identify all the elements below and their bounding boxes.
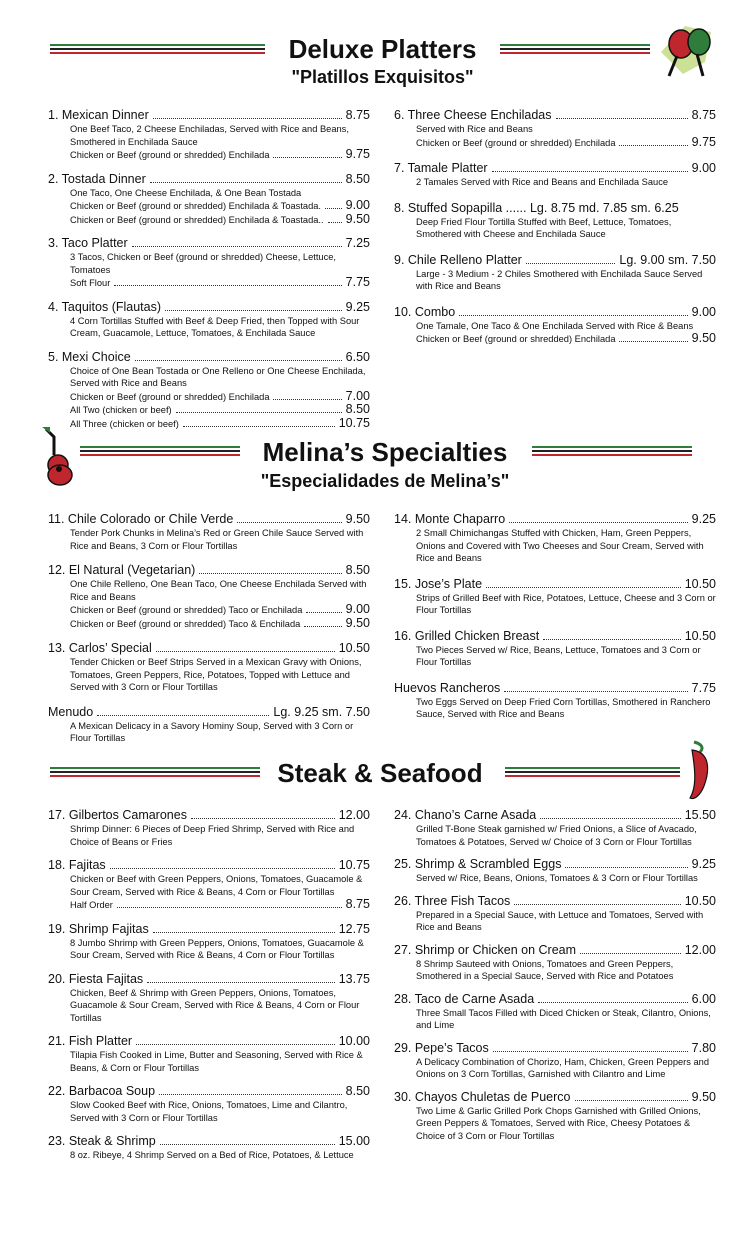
option-price: 9.50	[345, 211, 370, 226]
menu-item-price: 15.00	[338, 1134, 370, 1148]
menu-item-name: 23. Steak & Shrimp	[48, 1134, 156, 1148]
menu-item	[394, 1041, 716, 1081]
menu-item-price: 12.00	[338, 808, 370, 822]
leader-dots	[183, 426, 335, 427]
option-label: Chicken or Beef (ground or shredded) Enchilada & Toastada..	[70, 214, 324, 225]
option-label: Chicken or Beef (ground or shredded) Enchilada	[70, 150, 270, 160]
menu-item-name: 8. Stuffed Sopapilla ...... Lg. 8.75 md. 7.85 sm. 6.25	[394, 200, 679, 215]
menu-item	[48, 350, 370, 431]
menu-item-description: 8 Jumbo Shrimp with Green Peppers, Onions, Tomatoes, Guacamole & Sour Cream, Served with Rice & Beans, 4 Corn or Flour Tortillas	[70, 937, 364, 960]
option-label: Chicken or Beef (ground or shredded) Taco or Enchilada	[70, 605, 303, 615]
menu-item	[48, 236, 370, 290]
guitar-icon	[40, 425, 80, 487]
menu-item-name: 5. Mexi Choice	[48, 349, 131, 364]
leader-dots	[540, 818, 680, 819]
menu-item-price: Lg. 9.00 sm. 7.50	[619, 252, 716, 267]
stripe-left-3	[50, 767, 260, 781]
menu-item-price: 6.00	[691, 991, 716, 1006]
menu-item-description: Three Small Tacos Filled with Diced Chicken or Steak, Cilantro, Onions, and Lime	[416, 1007, 711, 1030]
menu-item	[394, 943, 716, 983]
menu-item	[394, 1090, 716, 1143]
option-price: 9.75	[345, 147, 370, 161]
menu-item-line	[394, 577, 716, 592]
option-label: Half Order	[70, 900, 113, 910]
menu-item-name: 16. Grilled Chicken Breast	[394, 628, 540, 643]
leader-dots	[176, 412, 342, 413]
leader-dots	[199, 573, 341, 574]
option-label: Chicken or Beef (ground or shredded) Enchilada	[416, 334, 616, 344]
menu-item-line	[394, 681, 716, 696]
maracas-icon	[655, 22, 721, 82]
specialties-right-column	[394, 512, 716, 733]
menu-item-description: Chicken, Beef & Shrimp with Green Peppers, Onions, Tomatoes, Guacamole & Sour Cream, Served with Rice & Beans, 4 Corn or Flour Tortillas	[70, 987, 360, 1023]
leader-dots	[543, 639, 681, 640]
menu-item-line	[394, 305, 716, 320]
leader-dots	[575, 1100, 688, 1101]
leader-dots	[160, 1144, 335, 1145]
menu-item-description: One Beef Taco, 2 Cheese Enchiladas, Served with Rice and Beans, Smothered in Enchilada Sauce	[70, 124, 349, 147]
menu-item-description: 3 Tacos, Chicken or Beef (ground or shredded) Cheese, Lettuce, Tomatoes	[70, 252, 336, 275]
option-label: All Two (chicken or beef)	[70, 405, 172, 415]
leader-dots	[114, 285, 341, 286]
menu-item-price: 8.75	[691, 108, 716, 122]
menu-item-name: 10. Combo	[394, 304, 456, 319]
menu-item-line	[48, 350, 370, 365]
menu-item-option	[48, 390, 370, 404]
menu-item-line	[48, 858, 370, 873]
menu-item-description: One Tamale, One Taco & One Enchilada Served with Rice & Beans	[416, 320, 694, 331]
menu-item-line	[48, 563, 370, 578]
leader-dots	[580, 953, 681, 954]
menu-item-description: Served w/ Rice, Beans, Onions, Tomatoes & 3 Corn or Flour Tortillas	[416, 873, 698, 883]
specialties-left-column	[48, 512, 370, 756]
section-subtitle-specialties: "Especialidades de Melina’s"	[260, 471, 510, 491]
steak-left-column	[48, 808, 370, 1172]
menu-item-option	[48, 603, 370, 617]
leader-dots	[153, 932, 335, 933]
menu-item-description: One Chile Relleno, One Bean Taco, One Cheese Enchilada Served with Rice and Beans	[70, 579, 367, 602]
menu-item-line	[394, 992, 716, 1007]
stripe-right-3	[505, 767, 680, 781]
menu-item	[48, 705, 370, 745]
leader-dots	[526, 263, 616, 264]
menu-item	[394, 253, 716, 293]
menu-item-line	[48, 705, 370, 720]
menu-item-price: 12.75	[338, 921, 370, 936]
option-price: 8.50	[345, 402, 370, 416]
leader-dots	[514, 904, 680, 905]
leader-dots	[191, 818, 335, 819]
menu-item-description: Tender Chicken or Beef Strips Served in a Mexican Gravy with Onions, Tomatoes, Green Peppers, Rice, Potatoes, Topped with Lettuce and Served with 3 Corn or Flour Tortillas	[70, 657, 362, 692]
menu-item	[48, 1084, 370, 1124]
menu-item-name: 25. Shrimp & Scrambled Eggs	[394, 857, 562, 871]
section-title-steak: Steak & Seafood	[277, 758, 483, 788]
leader-dots	[237, 522, 341, 523]
menu-item-option	[48, 199, 370, 213]
menu-item-option	[394, 136, 716, 150]
menu-item-description: One Taco, One Cheese Enchilada, & One Bean Tostada	[70, 187, 302, 198]
leader-dots	[328, 222, 342, 223]
menu-item	[48, 641, 370, 694]
menu-item-description: Shrimp Dinner: 6 Pieces of Deep Fried Shrimp, Served with Rice and Choice of Beans or Fries	[70, 824, 355, 847]
menu-item-price: 8.50	[345, 1084, 370, 1098]
option-price: 10.75	[338, 415, 370, 430]
menu-item-name: 30. Chayos Chuletas de Puerco	[394, 1089, 571, 1104]
menu-item-description: 8 Shrimp Sauteed with Onions, Tomatoes and Green Peppers, Smothered in a Special Sauce, Served with Rice and Potatoes	[416, 958, 674, 981]
menu-item	[48, 1034, 370, 1074]
menu-item-description: Two Lime & Garlic Grilled Pork Chops Garnished with Grilled Onions, Green Peppers & Tomatoes, Served with Rice, Cheesy Potatoes & Choice of 3 Corn or Flour Tortillas	[416, 1105, 701, 1141]
menu-item-description: 2 Tamales Served with Rice and Beans and Enchilada Sauce	[416, 177, 669, 187]
menu-item-price: 9.50	[345, 512, 370, 526]
menu-item	[48, 808, 370, 848]
leader-dots	[135, 360, 342, 361]
menu-item-line	[394, 512, 716, 527]
menu-item-price: 10.75	[338, 858, 370, 872]
menu-item-price: 7.25	[345, 236, 370, 250]
leader-dots	[493, 1051, 688, 1052]
leader-dots	[306, 612, 341, 613]
leader-dots	[273, 399, 341, 400]
menu-item-name: 7. Tamale Platter	[394, 161, 488, 175]
leader-dots	[97, 715, 269, 716]
option-price: 9.50	[345, 615, 370, 630]
menu-item-line	[48, 641, 370, 656]
menu-item-name: 17. Gilbertos Camarones	[48, 808, 187, 822]
menu-item-price: 10.50	[684, 628, 716, 643]
menu-item	[394, 161, 716, 189]
menu-item-name: 22. Barbacoa Soup	[48, 1084, 156, 1098]
menu-item-name: 11. Chile Colorado or Chile Verde	[48, 512, 234, 526]
menu-item	[48, 858, 370, 912]
leader-dots	[509, 522, 687, 523]
menu-item	[48, 300, 370, 340]
menu-item-description: Tender Pork Chunks in Melina’s Red or Green Chile Sauce Served with Rice and Beans, 3 Corn or Flour Tortillas	[70, 528, 364, 551]
menu-item-price: 7.80	[691, 1040, 716, 1055]
option-price: 9.00	[345, 602, 370, 616]
menu-item-line	[394, 1041, 716, 1056]
leader-dots	[619, 341, 687, 342]
menu-item-line	[48, 1034, 370, 1049]
section-subtitle-deluxe: "Platillos Exquisitos"	[291, 67, 474, 87]
leader-dots	[153, 118, 342, 119]
menu-item	[394, 512, 716, 565]
menu-item-line	[394, 253, 716, 268]
menu-item-line	[48, 236, 370, 251]
menu-item-option	[48, 148, 370, 162]
menu-item-price: 9.50	[691, 1089, 716, 1104]
menu-item-option	[394, 332, 716, 346]
menu-item-price: 6.50	[345, 349, 370, 364]
leader-dots	[492, 171, 688, 172]
menu-item-name: 12. El Natural (Vegetarian)	[48, 563, 196, 577]
menu-item-description: Chicken or Beef with Green Peppers, Onions, Tomatoes, Guacamole & Sour Cream, Served with Rice & Beans, 4 Corn or Flour Tortillas	[70, 874, 363, 897]
menu-item-description: Served with Rice and Beans	[416, 124, 533, 134]
leader-dots	[136, 1044, 335, 1045]
leader-dots	[325, 208, 342, 209]
menu-item-line	[48, 1084, 370, 1099]
menu-item-line	[48, 108, 370, 123]
menu-item-price: 10.50	[684, 576, 716, 591]
stripe-left-2	[80, 446, 240, 460]
menu-item-description: 8 oz. Ribeye, 4 Shrimp Served on a Bed of Rice, Potatoes, & Lettuce	[70, 1150, 354, 1160]
menu-item-line	[394, 1090, 716, 1105]
menu-item-name: 24. Chano’s Carne Asada	[394, 808, 537, 822]
menu-item-option	[48, 276, 370, 290]
menu-item-line	[394, 201, 716, 216]
menu-item-description: Choice of One Bean Tostada or One Relleno or One Cheese Enchilada, Served with Rice and Beans	[70, 365, 366, 388]
menu-item-name: Huevos Rancheros	[394, 680, 501, 695]
menu-item	[394, 305, 716, 346]
menu-item-description: Deep Fried Flour Tortilla Stuffed with Beef, Lettuce, Tomatoes, Smothered with Cheese and Enchilada Sauce	[416, 216, 672, 239]
menu-item-name: 6. Three Cheese Enchiladas	[394, 108, 552, 122]
leader-dots	[159, 1094, 342, 1095]
leader-dots	[304, 626, 341, 627]
menu-item-price: Lg. 9.25 sm. 7.50	[273, 704, 370, 719]
menu-item-name: 28. Taco de Carne Asada	[394, 991, 535, 1006]
menu-item-name: 18. Fajitas	[48, 858, 106, 872]
option-price: 7.75	[345, 275, 370, 289]
menu-item	[394, 808, 716, 848]
menu-item-line	[394, 161, 716, 176]
menu-item-price: 9.00	[691, 304, 716, 319]
menu-item-price: 9.25	[691, 857, 716, 871]
menu-item-name: 26. Three Fish Tacos	[394, 893, 511, 908]
deluxe-left-column	[48, 108, 370, 440]
menu-item-name: 15. Jose’s Plate	[394, 576, 483, 591]
leader-dots	[147, 982, 335, 983]
menu-item-line	[394, 808, 716, 823]
leader-dots	[619, 145, 687, 146]
menu-item	[394, 894, 716, 934]
menu-item-price: 10.50	[338, 641, 370, 655]
menu-item	[394, 629, 716, 669]
menu-item-description: Two Eggs Served on Deep Fried Corn Tortillas, Smothered in Ranchero Sauce, Served with Rice and Beans	[416, 696, 711, 719]
option-label: Chicken or Beef (ground or shredded) Taco & Enchilada	[70, 618, 301, 629]
stripe-right-2	[532, 446, 692, 460]
leader-dots	[504, 691, 687, 692]
menu-item	[48, 1134, 370, 1162]
option-price: 9.00	[345, 198, 370, 212]
menu-item-price: 9.00	[691, 161, 716, 175]
menu-item-line	[48, 808, 370, 823]
leader-dots	[132, 246, 342, 247]
menu-item	[394, 108, 716, 149]
menu-item-price: 9.25	[345, 299, 370, 314]
menu-item	[394, 577, 716, 617]
menu-item-description: Tilapia Fish Cooked in Lime, Butter and Seasoning, Served with Rice & Beans, & Corn or Flour Tortillas	[70, 1050, 363, 1073]
leader-dots	[459, 315, 688, 316]
leader-dots	[165, 310, 342, 311]
option-price: 7.00	[345, 388, 370, 403]
menu-item-price: 10.50	[684, 893, 716, 908]
menu-item-line	[48, 1134, 370, 1149]
menu-item-name: 27. Shrimp or Chicken on Cream	[394, 942, 577, 957]
menu-item-description: 2 Small Chimichangas Stuffed with Chicken, Ham, Green Peppers, Onions and Covered with Two Cheeses and Sour Cream, Served with Rice and Beans	[416, 528, 704, 563]
menu-item	[394, 681, 716, 721]
menu-item-line	[48, 300, 370, 315]
deluxe-right-column	[394, 108, 716, 358]
menu-item-price: 7.75	[691, 680, 716, 695]
leader-dots	[150, 182, 342, 183]
steak-right-column	[394, 808, 716, 1151]
menu-item-description: A Mexican Delicacy in a Savory Hominy Soup, Served with 3 Corn or Flour Tortillas	[70, 720, 354, 743]
menu-item-name: 1. Mexican Dinner	[48, 108, 149, 122]
menu-item-option	[48, 898, 370, 912]
leader-dots	[273, 157, 341, 158]
menu-item	[48, 563, 370, 630]
menu-item	[48, 512, 370, 552]
menu-item-line	[394, 108, 716, 123]
menu-item-price: 8.50	[345, 171, 370, 186]
menu-item-option	[48, 213, 370, 227]
menu-item-price: 13.75	[338, 971, 370, 986]
menu-item-price: 15.50	[684, 808, 716, 822]
menu-item	[48, 172, 370, 227]
menu-item-option	[48, 417, 370, 431]
option-price: 9.50	[691, 331, 716, 345]
menu-item-option	[48, 403, 370, 417]
menu-item-line	[394, 857, 716, 872]
menu-item-name: 19. Shrimp Fajitas	[48, 921, 149, 936]
menu-item-description: Two Pieces Served w/ Rice, Beans, Lettuce, Tomatoes and 3 Corn or Flour Tortillas	[416, 644, 701, 667]
option-label: Chicken or Beef (ground or shredded) Enchilada	[416, 137, 616, 148]
menu-item-name: Menudo	[48, 704, 94, 719]
menu-item-name: 13. Carlos’ Special	[48, 641, 152, 655]
menu-item-description: 4 Corn Tortillas Stuffed with Beef & Deep Fried, then Topped with Sour Cream, Guacamole, Lettuce, Tomatoes, & Enchilada Sauce	[70, 315, 360, 338]
leader-dots	[486, 587, 681, 588]
menu-item	[394, 857, 716, 885]
leader-dots	[538, 1002, 688, 1003]
menu-item-price: 8.75	[345, 108, 370, 122]
option-label: Chicken or Beef (ground or shredded) Enchilada	[70, 391, 270, 402]
menu-item	[394, 201, 716, 241]
menu-item-description: Large - 3 Medium - 2 Chiles Smothered with Enchilada Sauce Served with Rice and Beans	[416, 268, 703, 291]
leader-dots	[110, 868, 335, 869]
menu-item-line	[48, 972, 370, 987]
leader-dots	[156, 651, 335, 652]
menu-item-line	[394, 943, 716, 958]
menu-item-description: Grilled T-Bone Steak garnished w/ Fried Onions, a Slice of Avacado, Tomatoes & Potatoes, Served w/ Choice of 3 Corn or Flour Tortillas	[416, 824, 697, 847]
menu-item-line	[394, 629, 716, 644]
menu-item-description: A Delicacy Combination of Chorizo, Ham, Chicken, Green Peppers and Onions on 3 Corn Tortillas, Garnished with Cilantro and Lime	[416, 1056, 709, 1079]
menu-item	[394, 992, 716, 1032]
menu-item-name: 4. Taquitos (Flautas)	[48, 299, 162, 314]
option-price: 8.75	[345, 897, 370, 911]
menu-item-name: 3. Taco Platter	[48, 236, 128, 250]
menu-item-price: 9.25	[691, 512, 716, 526]
leader-dots	[117, 907, 342, 908]
leader-dots	[556, 118, 688, 119]
menu-item-description: Strips of Grilled Beef with Rice, Potatoes, Lettuce, Cheese and 3 Corn or Flour Tortillas	[416, 592, 716, 615]
menu-item-line	[394, 894, 716, 909]
menu-item-name: 2. Tostada Dinner	[48, 171, 146, 186]
menu-item-name: 9. Chile Relleno Platter	[394, 252, 522, 267]
menu-item-name: 21. Fish Platter	[48, 1034, 133, 1048]
menu-item-option	[48, 617, 370, 631]
stripe-right-1	[500, 44, 650, 58]
option-label: Soft Flour	[70, 278, 111, 288]
menu-item-name: 14. Monte Chaparro	[394, 512, 506, 526]
chili-pepper-icon	[680, 740, 720, 802]
menu-item	[48, 972, 370, 1025]
menu-item-price: 12.00	[684, 942, 716, 957]
menu-item-description: Prepared in a Special Sauce, with Lettuce and Tomatoes, Served with Rice and Beans	[416, 909, 704, 932]
menu-item	[48, 922, 370, 962]
leader-dots	[565, 867, 687, 868]
option-price: 9.75	[691, 134, 716, 149]
menu-item-price: 8.50	[345, 563, 370, 577]
menu-item-line	[48, 172, 370, 187]
section-title-deluxe: Deluxe Platters	[288, 34, 477, 64]
section-title-specialties: Melina’s Specialties	[262, 437, 508, 467]
menu-item-price: 10.00	[338, 1034, 370, 1048]
option-label: Chicken or Beef (ground or shredded) Enchilada & Toastada.	[70, 201, 321, 211]
menu-item-name: 29. Pepe’s Tacos	[394, 1040, 489, 1055]
menu-item-name: 20. Fiesta Fajitas	[48, 971, 144, 986]
menu-item-description: Slow Cooked Beef with Rice, Onions, Tomatoes, Lime and Cilantro, Served with 3 Corn or Flour Tortillas	[70, 1100, 348, 1123]
menu-item-line	[48, 922, 370, 937]
option-label: All Three (chicken or beef)	[70, 418, 179, 429]
menu-item	[48, 108, 370, 162]
stripe-left-1	[50, 44, 265, 58]
menu-item-line	[48, 512, 370, 527]
